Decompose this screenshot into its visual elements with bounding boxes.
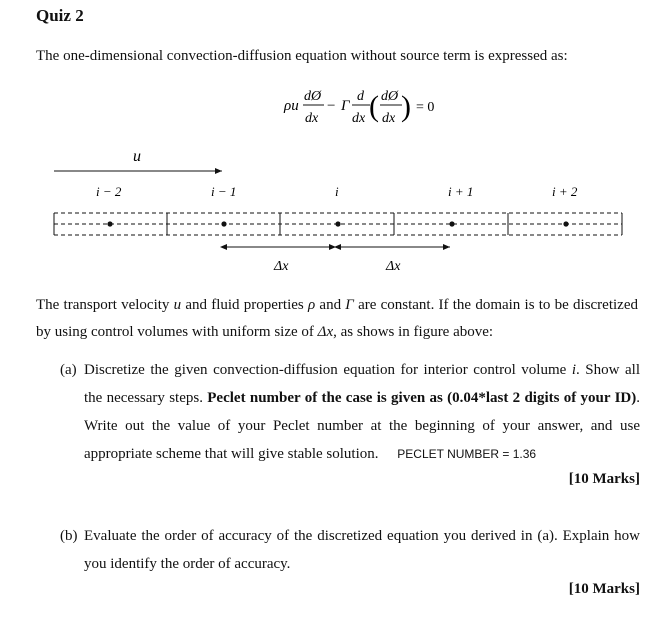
- para-text: and: [315, 297, 346, 313]
- grid-diagram: [0, 140, 666, 280]
- eq-minus: −: [327, 98, 336, 114]
- para-text: The transport velocity: [36, 297, 174, 313]
- grid-node: [449, 221, 454, 226]
- spacing-label-right: Δx: [386, 259, 401, 274]
- node-label-i-minus-1: i − 1: [211, 184, 237, 199]
- para-u: u: [173, 297, 182, 313]
- part-a: [60, 356, 640, 468]
- governing-equation: [0, 80, 666, 130]
- eq-dphi-num: dØ: [304, 89, 322, 104]
- part-b: [60, 522, 640, 578]
- spacing-label-left: Δx: [274, 259, 289, 274]
- para-dx: Δx: [317, 324, 334, 340]
- intro-text: The one-dimensional convection-diffusion equation without source term is expressed as:: [36, 48, 568, 64]
- part-b-marks: [10 Marks]: [568, 581, 640, 597]
- problem-statement: [36, 292, 638, 346]
- para-rho: ρ: [307, 297, 316, 313]
- eq-dx-den: dx: [352, 111, 366, 126]
- node-label-i: i: [335, 184, 339, 199]
- part-b-text: Evaluate the order of accuracy of the discretized equation you derived in (a). Explain how you identify the order of accuracy.: [84, 528, 640, 572]
- peclet-number: PECLET NUMBER = 1.36: [397, 447, 537, 461]
- part-a-text: . Write out the value of your Peclet number at the beginning of your answer, and use appropriate scheme that will give stable solution.: [84, 390, 640, 462]
- grid-node: [107, 221, 112, 226]
- eq-gamma: Γ: [341, 98, 350, 114]
- part-a-bold: Peclet number of the case is given as (0.04*last 2 digits of your ID): [207, 390, 637, 406]
- velocity-label: u: [133, 148, 141, 165]
- para-text: and fluid properties: [181, 297, 308, 313]
- eq-right-paren: ): [401, 90, 411, 123]
- grid-node: [563, 221, 568, 226]
- part-a-text: . Show all the necessary steps.: [84, 362, 640, 406]
- node-label-i-minus-2: i − 2: [96, 184, 122, 199]
- part-b-marker: (b): [60, 528, 78, 544]
- node-label-i-plus-1: i + 1: [448, 184, 474, 199]
- eq-dphi-num: dØ: [381, 89, 399, 104]
- para-text: , as shows in figure above:: [333, 324, 494, 340]
- eq-dx-den: dx: [305, 111, 319, 126]
- eq-rho-u: ρu: [284, 98, 299, 114]
- eq-equals-zero: = 0: [416, 100, 435, 115]
- para-text: are constant. If the domain is to be discretized by using control volumes with uniform size of: [36, 297, 638, 340]
- para-gamma: Γ: [345, 297, 354, 313]
- part-a-i: i: [571, 362, 576, 378]
- part-a-marks: [10 Marks]: [568, 471, 640, 487]
- quiz-title: Quiz 2: [36, 6, 84, 25]
- node-label-i-plus-2: i + 2: [552, 184, 578, 199]
- grid-node: [221, 221, 226, 226]
- eq-d-num: d: [357, 89, 364, 104]
- eq-left-paren: (: [369, 90, 379, 123]
- eq-dx-den: dx: [382, 111, 396, 126]
- grid-node: [335, 221, 340, 226]
- part-a-marker: (a): [60, 362, 77, 378]
- part-a-text: Discretize the given convection-diffusion equation for interior control volume: [84, 362, 572, 378]
